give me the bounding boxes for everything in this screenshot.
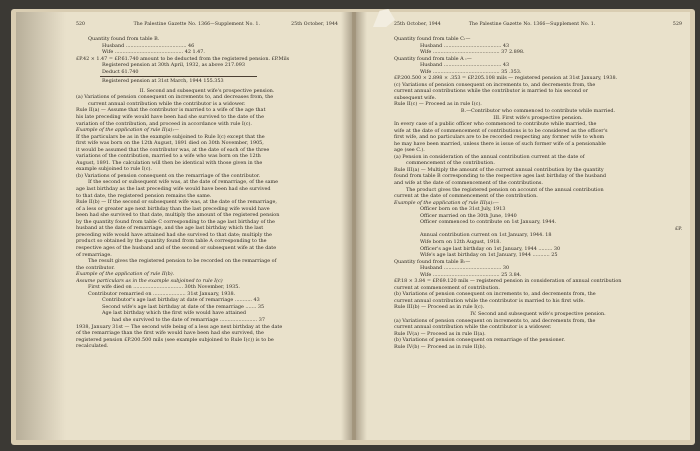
text-line: £P. — [675, 225, 682, 232]
left-running-title: The Palestine Gazette No. 1366—Supplement No. 1. — [133, 22, 261, 27]
text-line: age (see C.). — [394, 147, 425, 154]
text-line: example subjoined to rule I(c). — [76, 166, 152, 173]
left-page — [16, 12, 352, 440]
text-line: preceding wife would have attained had she survived to that date; multiply the — [76, 231, 272, 238]
text-line: In every case of a public officer who commenced to contribute while married, the — [394, 121, 597, 128]
text-line: and wife at the date of commencement of the contributions. — [394, 180, 543, 187]
text-line: Quantity found from table B. — [88, 36, 160, 42]
text-line: Example of the application of rule II(b). — [76, 271, 175, 278]
text-line: Husband ....................................... 46 — [102, 42, 195, 49]
text-line: August, 1891. The calculation will then be identical with those given in the — [76, 159, 263, 166]
text-line: The result gives the registered pension to be recorded on the remarriage of — [88, 258, 277, 265]
text-line: first wife was born on the 12th August, 1891 died on 30th November, 1905, — [76, 140, 264, 147]
text-line: Husband ..................................... 43 — [420, 42, 510, 49]
left-page-date: 25th October, 1944 — [291, 22, 338, 27]
text-line: If the particulars be as in the example subjoined to Rule I(c) except that the — [76, 133, 265, 140]
text-line: (b) Variations of pension consequent on increments to, and decrements from, the — [394, 291, 596, 298]
text-line: Wife ........................................... 35 .353. — [420, 68, 522, 75]
text-line: respective ages of the husband and of the second or subsequent wife at the date — [76, 244, 277, 251]
text-line: found from table B corresponding to the respective ages last birthday of the husband — [394, 173, 607, 180]
text-line: recalculated. — [76, 343, 109, 350]
text-line: Husband ..................................... 43 — [420, 62, 510, 69]
section-heading: B.—Contributor who commenced to contribute while married. — [460, 108, 616, 115]
text-line: (a) Variations of pension consequent on increments to, and decrements from, the — [394, 317, 596, 324]
text-line: Rule II(a) — Assume that the contributor is married to a wife of the age that — [76, 107, 266, 114]
text-line: the contributor. — [76, 264, 115, 271]
text-line: of a less or greater age next birthday than the last preceding wife would have — [76, 205, 270, 212]
text-line: Contributor remarried on ..................... 31st January, 1938. — [88, 290, 236, 297]
text-line: Wife ........................................... 37 2.898. — [420, 49, 525, 56]
text-line: first wife, and no particulars are to be recorded respecting any former wife to whom — [394, 134, 605, 141]
text-line: Quantity found from table B:— — [394, 258, 471, 265]
text-line: Rule II(c) — Proceed as in rule I(c). — [394, 101, 482, 108]
text-line: subsequent wife. — [394, 94, 437, 101]
text-line: Officer married on the 30th June, 1940 — [420, 212, 517, 219]
text-line: commencement of the contribution. — [406, 160, 495, 167]
section-heading: III. First wife's prospective pension. — [493, 114, 583, 121]
text-line: been had she survived to that date, multiply the amount of the registered pension — [76, 212, 280, 219]
text-line: wife at the date of commencement of contributions is to be considered as the officer's — [394, 127, 608, 134]
text-line: £P.42 × 1.47 = £P.61.740 amount to be deducted from the registered pension. £P.Mils — [76, 55, 290, 62]
text-line: Officer commenced to contribute on 1st January, 1944. — [420, 219, 557, 226]
divider — [100, 76, 257, 77]
text-line: had she survived to the date of remarriage ........................ 37 — [112, 316, 265, 323]
text-line: registered pension £P.200.500 mils (see example subjoined to Rule I(c)) is to be — [76, 336, 274, 343]
text-line: by the quantity found from table C corresponding to the age last birthday of the — [76, 218, 275, 225]
text-line: variations of the contribution, married to a wife who was born on the 12th — [76, 153, 261, 160]
section-heading: II. Second and subsequent wife's prospective pension. — [139, 87, 275, 94]
text-line: (b) Variations of pension consequent on the remarriage of the contributor. — [76, 172, 261, 179]
text-line: Wife ........................................... 25 3.84. — [420, 271, 522, 278]
text-line: current annual contribution while the contributor is a widower. — [394, 324, 552, 331]
text-line: current annual contributions while the contributor is married to his second or — [394, 88, 588, 95]
text-line: current annual contribution while the contributor is a widower. — [88, 100, 246, 107]
text-line: Quantity found from table C:— — [394, 36, 471, 42]
book-gutter — [341, 12, 367, 440]
right-page — [356, 12, 690, 440]
text-line: Example of the application of rule II(a):— — [76, 127, 179, 134]
text-line: (c) Variations of pension consequent on increments to, and decrements from, the — [394, 81, 596, 88]
text-line: Deduct 61.740 — [102, 68, 139, 75]
text-line: product so obtained by the quantity found from table A corresponding to the — [76, 238, 267, 245]
text-line: to that date, the registered pension remains the same. — [76, 192, 212, 199]
text-line: Wife born on 12th August, 1918. — [420, 238, 501, 245]
text-line: (a) Pension in consideration of the annual contribution current at the date of — [394, 153, 585, 160]
text-line: Registered pension at 30th April, 1932, as above 217.093 — [102, 62, 245, 69]
text-line: Rule IV(a) — Proceed as in rule II(a). — [394, 330, 486, 337]
text-line: Annual contribution current on 1st January, 1944. 18 — [420, 232, 552, 239]
text-line: current annual contribution while the contributor is married to his first wife. — [394, 297, 585, 304]
text-line: First wife died on ................................ 30th November, 1935. — [88, 284, 240, 291]
text-line: Rule II(b) — If the second or subsequent wife was, at the date of the remarriage, — [76, 199, 277, 206]
text-line: Second wife's age last birthday at date of the remarriage ....... 35 — [102, 303, 265, 310]
open-book — [11, 9, 695, 445]
text-line: £P.18 × 3.84 = £P.69.120 mils — registered pension in consideration of annual contribution — [394, 278, 622, 285]
text-line: Assume particulars as in the example subjoined to rule I(c) — [76, 277, 223, 284]
text-line: Registered pension at 31st March, 1944 155.353 — [102, 78, 224, 85]
text-line: Officer born on the 31st July, 1913 — [420, 206, 506, 213]
text-line: Rule III(b) — Proceed as in rule I(c). — [394, 304, 485, 311]
text-line: £P.200.500 × 2.898 × .353 = £P.205.108 mils — registered pension at 31st January, 1938. — [394, 75, 618, 82]
section-heading: IV. Second and subsequent wife's prospective pension. — [470, 310, 606, 317]
page-edge-shadow — [16, 12, 66, 440]
text-line: If the second or subsequent wife was, at the date of remarriage, of the same — [88, 179, 279, 186]
text-line: he may have been married, unless there is issue of such former wife of a pensionable — [394, 140, 606, 147]
text-line: age last birthday as the last preceding wife would have been had she survived — [76, 186, 271, 193]
text-line: (b) Variations of pension consequent on remarriage of the pensioner. — [394, 337, 565, 344]
text-line: Quantity found from table A :— — [394, 55, 472, 62]
text-line: Husband ..................................... 30 — [420, 265, 510, 272]
text-line: Contributor's age last birthday at date of remarriage ........... 43 — [102, 297, 260, 304]
right-page-number: 529 — [672, 22, 682, 27]
text-line: Wife's age last birthday on 1st January, 1944 ........... 25 — [420, 252, 558, 259]
text-line: current at commencement of contribution. — [394, 284, 500, 291]
text-line: Wife ............................................ 42 1.47. — [102, 49, 205, 56]
text-line: Rule III(a) — Multiply the amount of the current annual contribution by the quantity — [394, 166, 604, 173]
text-line: of remarriage. — [76, 251, 112, 258]
text-line: current at the date of commencement of the contribution. — [394, 193, 538, 200]
text-line: Age last birthday which the first wife would have attained — [102, 310, 246, 317]
text-line: Rule IV(b) — Proceed as in rule II(b). — [394, 343, 487, 350]
text-line: 1938, January 31st — The second wife being of a less age next birthday at the date — [76, 323, 283, 330]
text-line: it would be assumed that the contributor was, at the date of each of the three — [76, 146, 270, 153]
text-line: The product gives the registered pension on account of the annual contribution — [406, 186, 604, 193]
text-line: variation of the contribution, and proceed in accordance with rule I(c). — [76, 120, 252, 127]
right-running-title: The Palestine Gazette No. 1366—Supplement No. 1. — [468, 22, 596, 27]
text-line: of the remarriage than the first wife would have been had she survived, the — [76, 330, 264, 337]
text-line: Example of the application of rule III(a):— — [394, 199, 499, 206]
right-page-date: 25th October, 1944 — [394, 22, 441, 27]
text-line: husband at the date of remarriage, and the age last birthday which the last — [76, 225, 264, 232]
text-line: (a) Variations of pension consequent on increments to, and decreases from, the — [76, 94, 274, 101]
text-line: his late preceding wife would have been had she survived to the date of the — [76, 114, 264, 121]
text-line: Officer's age last birthday on 1st January, 1944 ......... 30 — [420, 245, 561, 252]
left-page-number: 520 — [76, 22, 86, 27]
